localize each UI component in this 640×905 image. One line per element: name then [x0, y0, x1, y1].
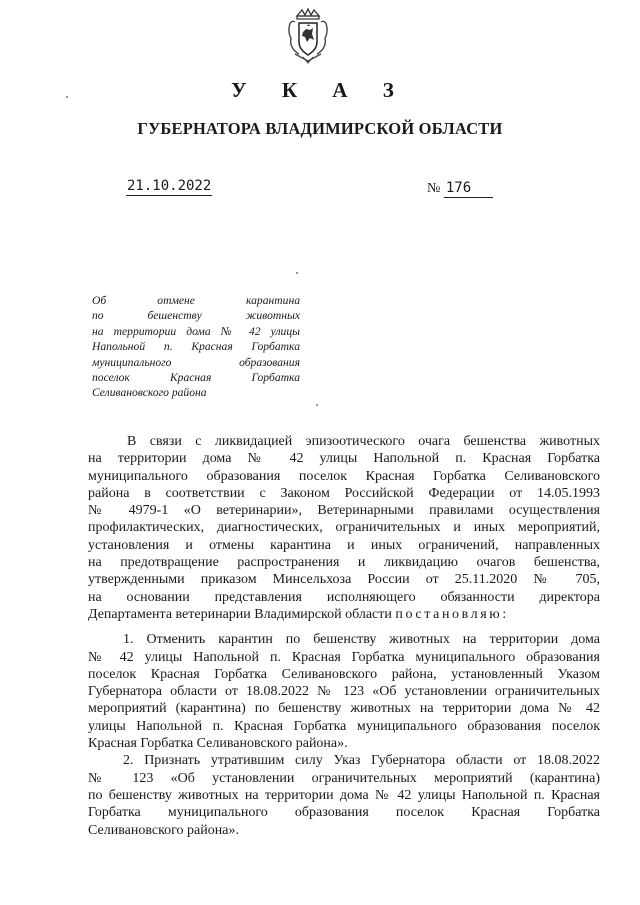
- item-2: [88, 752, 600, 838]
- item-line: 1. Отменить карантин по бешенству животных на территории дома: [123, 632, 600, 648]
- item-line: Губернатора области от 18.08.2022 № 123 «Об установлении ограничительных: [88, 684, 600, 700]
- item-line: поселок Красная Горбатка Селивановского района, установленный Указом: [88, 666, 600, 682]
- item-line: 2. Признать утратившим силу Указ Губернатора области от 18.08.2022: [123, 753, 600, 769]
- document-title: У К А З: [231, 78, 409, 102]
- preamble-line: утвержденными приказом Минсельхоза России от 25.11.2020 № 705,: [88, 572, 600, 588]
- resolve-word: постановляю:: [395, 606, 509, 622]
- decree-body: [88, 433, 600, 839]
- item-line: Красная Горбатка Селивановского района».: [88, 736, 348, 752]
- preamble-line: Департамента ветеринарии Владимирской области: [88, 606, 392, 622]
- preamble-line: установления и отмены карантина и иных ограничений, направленных: [88, 537, 600, 553]
- coat-of-arms-icon: [285, 8, 331, 64]
- preamble-line: муниципального образования поселок Красная Горбатка Селивановского: [88, 468, 600, 484]
- document-number: [427, 180, 493, 197]
- issuer-heading: ГУБЕРНАТОРА ВЛАДИМИРСКОЙ ОБЛАСТИ: [137, 119, 503, 138]
- item-1: [88, 631, 600, 752]
- preamble-line: района в соответствии с Законом Российской Федерации от 14.05.1993: [88, 485, 600, 501]
- preamble-paragraph: [88, 433, 600, 623]
- subject-line: Об отмене карантина: [92, 294, 300, 307]
- preamble-line: на основании представления исполняющего обязанности директора: [88, 589, 600, 605]
- item-line: улицы Напольной п. Красная Горбатка муниципального образования поселок: [88, 718, 600, 734]
- number-sign: №: [427, 181, 441, 196]
- preamble-line: профилактических, диагностических, ограничительных и иных мероприятий,: [88, 520, 600, 536]
- preamble-line: № 4979-1 «О ветеринарии», Ветеринарными правилами осуществления: [88, 503, 600, 519]
- decree-subject: [92, 293, 300, 401]
- subject-line: поселок Красная Горбатка: [92, 371, 300, 385]
- subject-line: на территории дома № 42 улицы: [92, 324, 300, 338]
- subject-line: Напольной п. Красная Горбатка: [92, 340, 300, 354]
- document-date: 21.10.2022: [127, 178, 212, 194]
- subject-line: по бешенству животных: [92, 309, 300, 323]
- item-line: № 123 «Об установлении ограничительных мероприятий (карантина): [88, 770, 600, 786]
- item-line: Горбатка муниципального образования поселок Красная Горбатка: [88, 805, 600, 821]
- preamble-last-line: [88, 606, 600, 623]
- item-line: № 42 улицы Напольной п. Красная Горбатка муниципального образования: [88, 649, 600, 665]
- item-line: по бешенству животных на территории дома № 42 улицы Напольной п. Красная: [88, 787, 600, 803]
- scan-speck: [296, 272, 298, 274]
- item-line: мероприятий (карантина) по бешенству животных на территории дома № 42: [88, 701, 600, 717]
- preamble-line: на предотвращение распространения и ликвидацию очагов бешенства,: [88, 555, 600, 571]
- scan-speck: [66, 96, 68, 98]
- preamble-line: В связи с ликвидацией эпизоотического очага бешенства животных: [127, 434, 600, 449]
- subject-line: муниципального образования: [92, 355, 300, 369]
- scan-speck: [316, 404, 318, 406]
- preamble-line: на территории дома № 42 улицы Напольной п. Красная Горбатка: [88, 451, 600, 467]
- number-value: 176: [444, 180, 493, 198]
- subject-line: Селивановского района: [92, 386, 207, 400]
- item-line: Селивановского района».: [88, 822, 239, 838]
